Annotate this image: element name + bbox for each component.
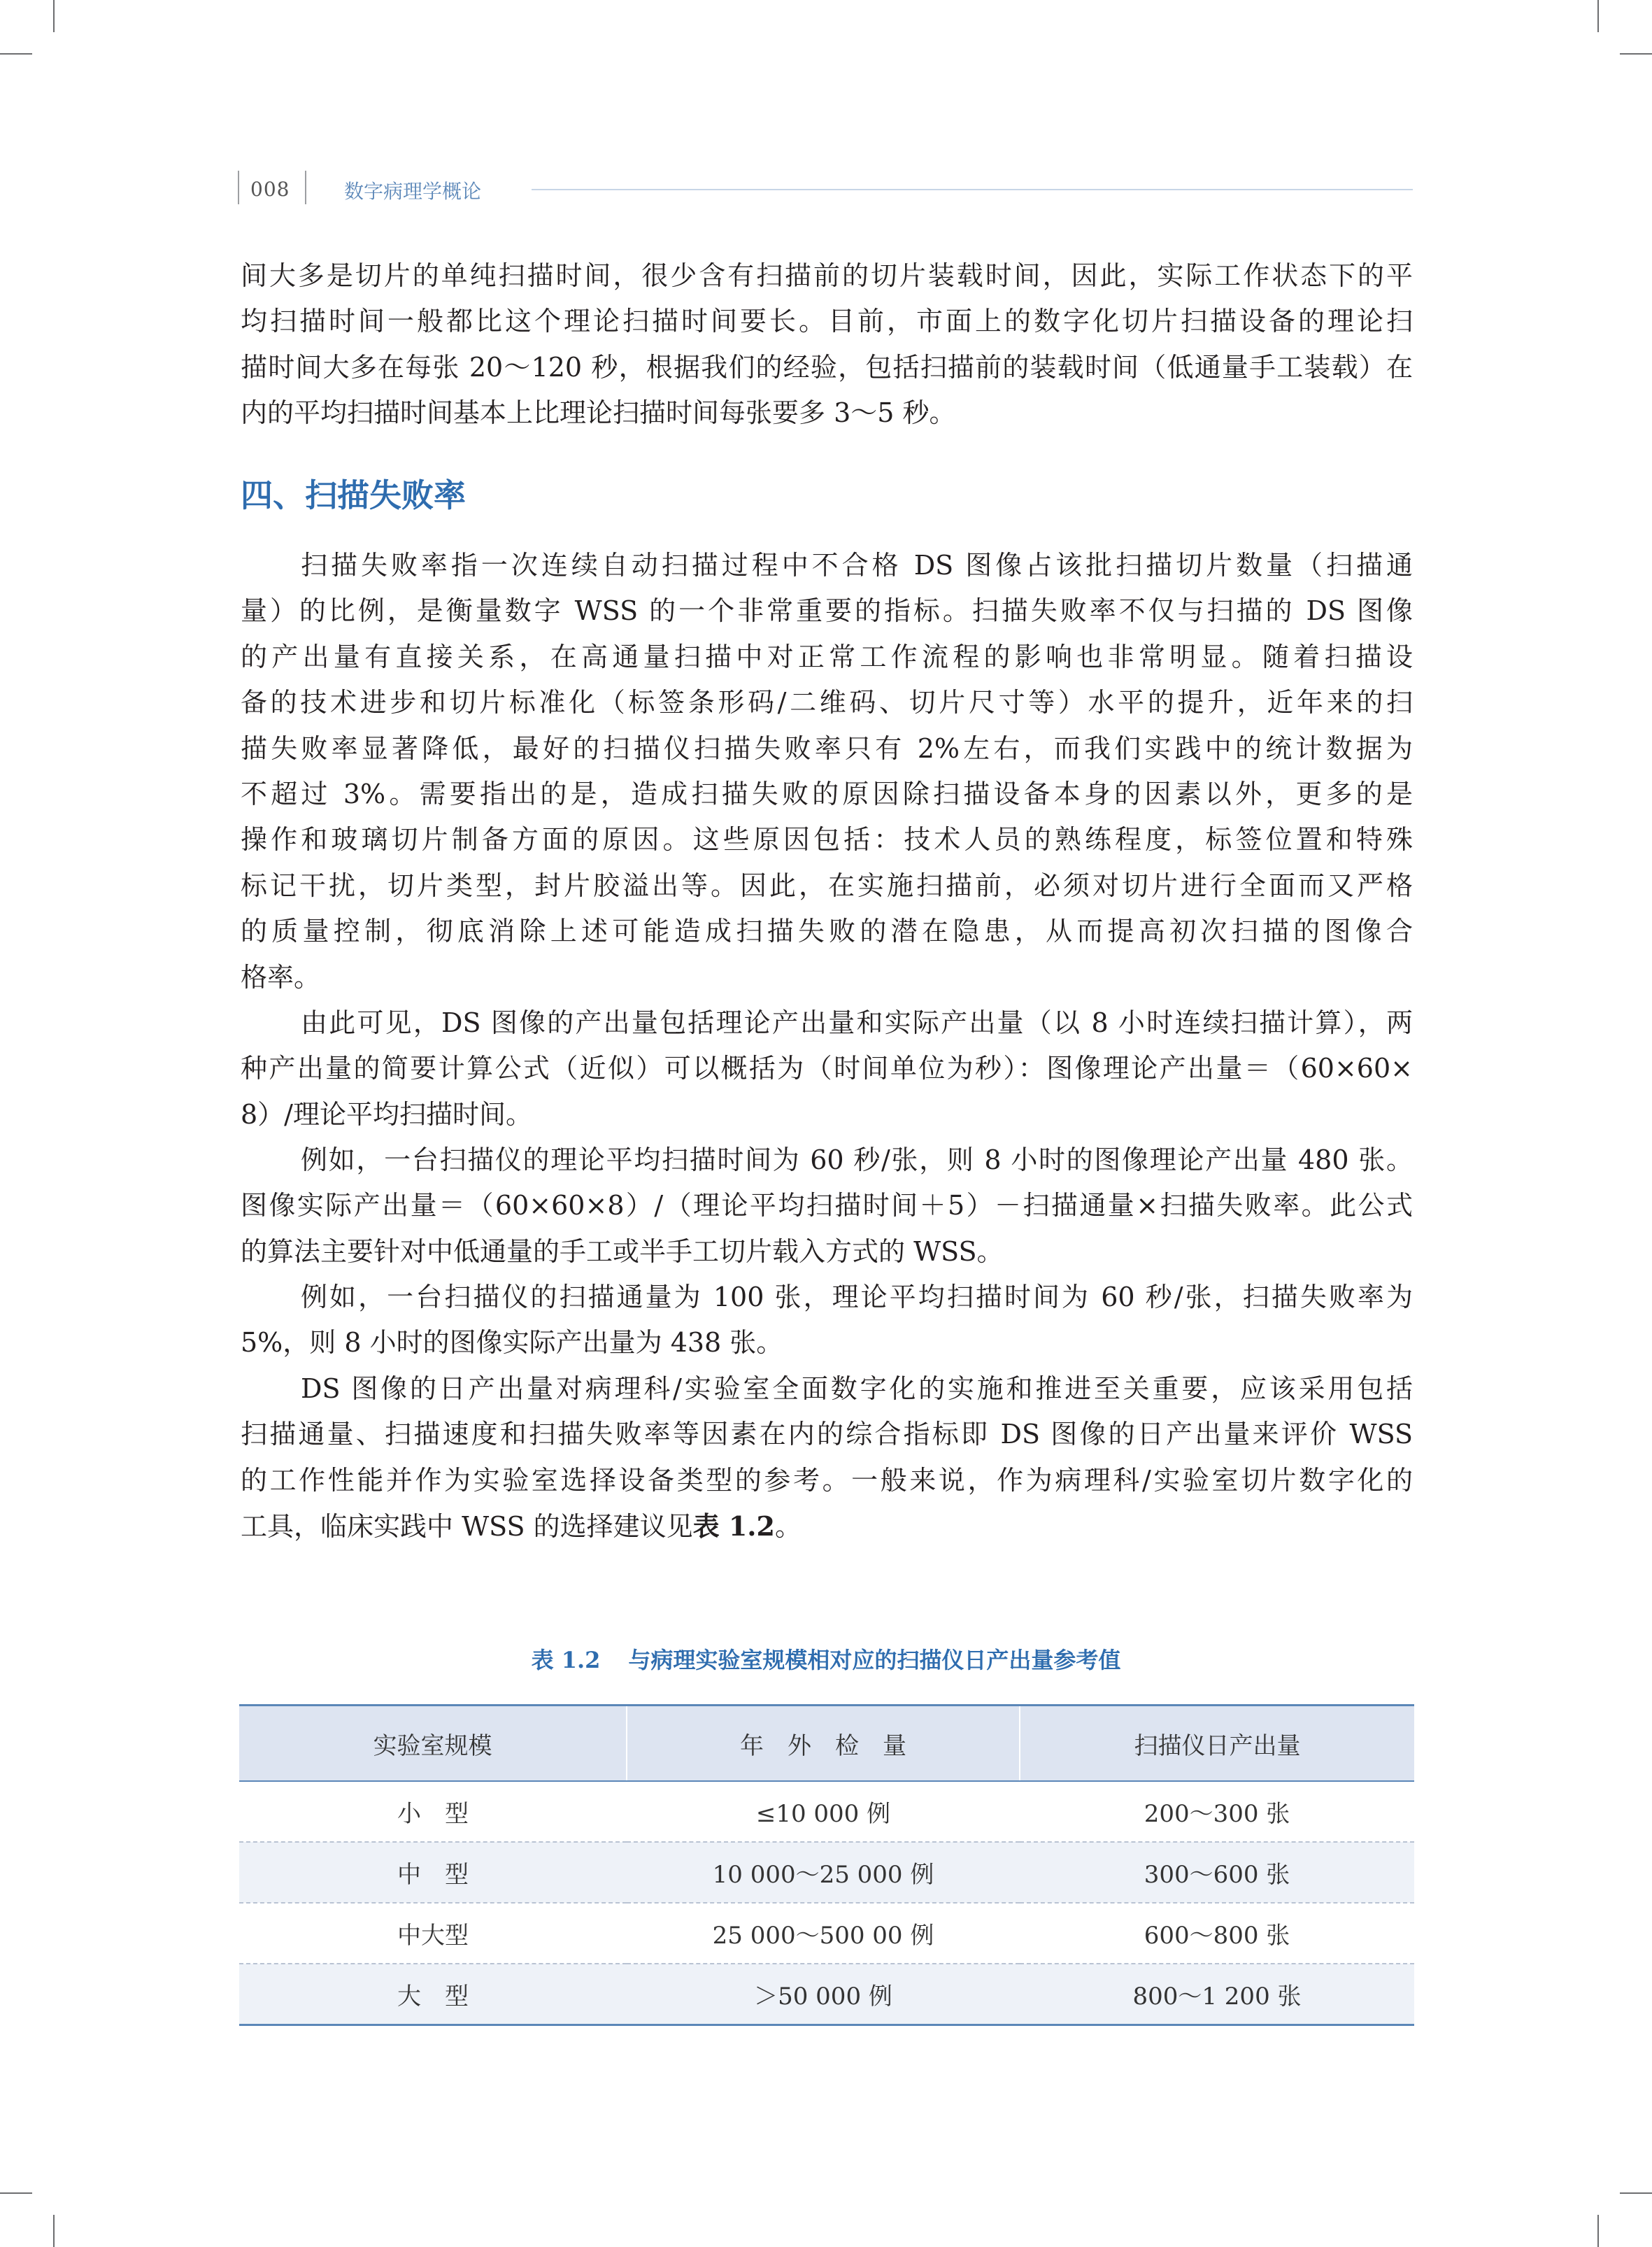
paragraph-continued xyxy=(241,253,1413,437)
text-line: 扫描通量、扫描速度和扫描失败率等因素在内的综合指标即 DS 图像的日产出量来评价 WSS xyxy=(241,1419,1413,1450)
section-heading: 四、扫描失败率 xyxy=(241,476,466,514)
table-cell: 中 型 xyxy=(239,1842,627,1903)
table-header-cell: 扫描仪日产出量 xyxy=(1020,1706,1414,1782)
paragraph-output-formula xyxy=(241,1000,1413,1137)
table-caption-label: 表 1.2 xyxy=(531,1647,601,1673)
header-divider xyxy=(305,171,306,204)
text-line: 的质量控制，彻底消除上述可能造成扫描失败的潜在隐患，从而提高初次扫描的图像合 xyxy=(241,916,1413,947)
text-line: 的产出量有直接关系，在高通量扫描中对正常工作流程的影响也非常明显。随着扫描设 xyxy=(241,641,1413,672)
table-header-row xyxy=(239,1706,1414,1782)
text-line: 5%，则 8 小时的图像实际产出量为 438 张。 xyxy=(241,1327,783,1359)
text-line xyxy=(241,1503,1413,1550)
table-caption-title: 与病理实验室规模相对应的扫描仪日产出量参考值 xyxy=(628,1647,1121,1673)
table-cell: 25 000～500 00 例 xyxy=(627,1903,1020,1964)
table-cell: 800～1 200 张 xyxy=(1020,1964,1414,2025)
crop-mark xyxy=(1597,2215,1599,2247)
table-cell: 200～300 张 xyxy=(1020,1781,1414,1842)
header-rule xyxy=(532,189,1413,190)
text-line: 种产出量的简要计算公式（近似）可以概括为（时间单位为秒）：图像理论产出量＝（60×60× xyxy=(241,1053,1413,1084)
crop-mark xyxy=(53,2215,55,2247)
crop-mark xyxy=(53,0,55,32)
table-row xyxy=(239,1842,1414,1903)
text-line: 的工作性能并作为实验室选择设备类型的参考。一般来说，作为病理科/实验室切片数字化的 xyxy=(241,1464,1413,1496)
text-line: 间大多是切片的单纯扫描时间，很少含有扫描前的切片装载时间，因此，实际工作状态下的平 xyxy=(241,260,1413,291)
paragraph-failure-rate xyxy=(241,543,1413,1000)
text-line: 量）的比例，是衡量数字 WSS 的一个非常重要的指标。扫描失败率不仅与扫描的 DS 图像 xyxy=(241,595,1413,627)
text-line: 操作和玻璃切片制备方面的原因。这些原因包括：技术人员的熟练程度，标签位置和特殊 xyxy=(241,824,1413,856)
table-cell: ≤10 000 例 xyxy=(627,1781,1020,1842)
crop-mark xyxy=(1597,0,1599,32)
text-line: 描时间大多在每张 20～120 秒，根据我们的经验，包括扫描前的装载时间（低通量手工装载）在 xyxy=(241,351,1413,383)
table-row xyxy=(239,1903,1414,1964)
text-line: 扫描失败率指一次连续自动扫描过程中不合格 DS 图像占该批扫描切片数量（扫描通 xyxy=(301,550,1413,581)
text-line: 例如，一台扫描仪的扫描通量为 100 张，理论平均扫描时间为 60 秒/张，扫描失败率为 xyxy=(301,1282,1413,1312)
text-line: 8）/理论平均扫描时间。 xyxy=(241,1098,532,1130)
text-line: 标记干扰，切片类型，封片胶溢出等。因此，在实施扫描前，必须对切片进行全面而又严格 xyxy=(241,870,1413,901)
text-line: 内的平均扫描时间基本上比理论扫描时间每张要多 3～5 秒。 xyxy=(241,397,956,429)
table-row xyxy=(239,1781,1414,1842)
table-reference-link[interactable]: 表 1.2 xyxy=(692,1510,775,1543)
text-line: 不超过 3%。需要指出的是，造成扫描失败的原因除扫描设备本身的因素以外，更多的是 xyxy=(241,779,1413,810)
table-cell: 中大型 xyxy=(239,1903,627,1964)
text-line: DS 图像的日产出量对病理科/实验室全面数字化的实施和推进至关重要，应该采用包括 xyxy=(301,1373,1413,1404)
crop-mark xyxy=(0,2192,32,2194)
table-cell: 大 型 xyxy=(239,1964,627,2025)
text-line: 格率。 xyxy=(241,961,321,993)
text-line: 的算法主要针对中低通量的手工或半手工切片载入方式的 WSS。 xyxy=(241,1235,1004,1267)
text-line: 由此可见，DS 图像的产出量包括理论产出量和实际产出量（以 8 小时连续扫描计算），两 xyxy=(301,1007,1413,1038)
text-fragment: 。 xyxy=(774,1511,802,1543)
paragraph-example-theoretical xyxy=(241,1137,1413,1275)
crop-mark xyxy=(1620,53,1652,55)
crop-mark xyxy=(0,53,32,55)
text-line: 备的技术进步和切片标准化（标签条形码/二维码、切片尺寸等）水平的提升，近年来的扫 xyxy=(241,687,1413,718)
table-cell: 小 型 xyxy=(239,1781,627,1842)
table-cell: 600～800 张 xyxy=(1020,1903,1414,1964)
table-header-cell: 年 外 检 量 xyxy=(627,1706,1020,1782)
table-cell: 10 000～25 000 例 xyxy=(627,1842,1020,1903)
table-caption xyxy=(0,1643,1652,1675)
table-cell: ＞50 000 例 xyxy=(627,1964,1020,2025)
running-head xyxy=(238,171,1413,210)
book-title: 数字病理学概论 xyxy=(344,180,482,203)
paragraph-example-actual xyxy=(241,1275,1413,1366)
page-number: 008 xyxy=(250,178,290,201)
text-line: 描失败率显著降低，最好的扫描仪扫描失败率只有 2%左右，而我们实践中的统计数据为 xyxy=(241,732,1413,764)
paragraph-daily-output xyxy=(241,1366,1413,1550)
text-line: 例如，一台扫描仪的理论平均扫描时间为 60 秒/张，则 8 小时的图像理论产出量 480 张。 xyxy=(301,1144,1413,1175)
table-cell: 300～600 张 xyxy=(1020,1842,1414,1903)
text-line: 均扫描时间一般都比这个理论扫描时间要长。目前，市面上的数字化切片扫描设备的理论扫 xyxy=(241,306,1413,337)
crop-mark xyxy=(1620,2192,1652,2194)
table-row xyxy=(239,1964,1414,2025)
text-line: 图像实际产出量＝（60×60×8）/（理论平均扫描时间＋5）－扫描通量×扫描失败率。此公式 xyxy=(241,1190,1413,1221)
header-divider xyxy=(238,171,239,204)
text-fragment: 工具，临床实践中 WSS 的选择建议见 xyxy=(241,1511,693,1543)
reference-table xyxy=(239,1704,1414,2026)
table-header-cell: 实验室规模 xyxy=(239,1706,627,1782)
